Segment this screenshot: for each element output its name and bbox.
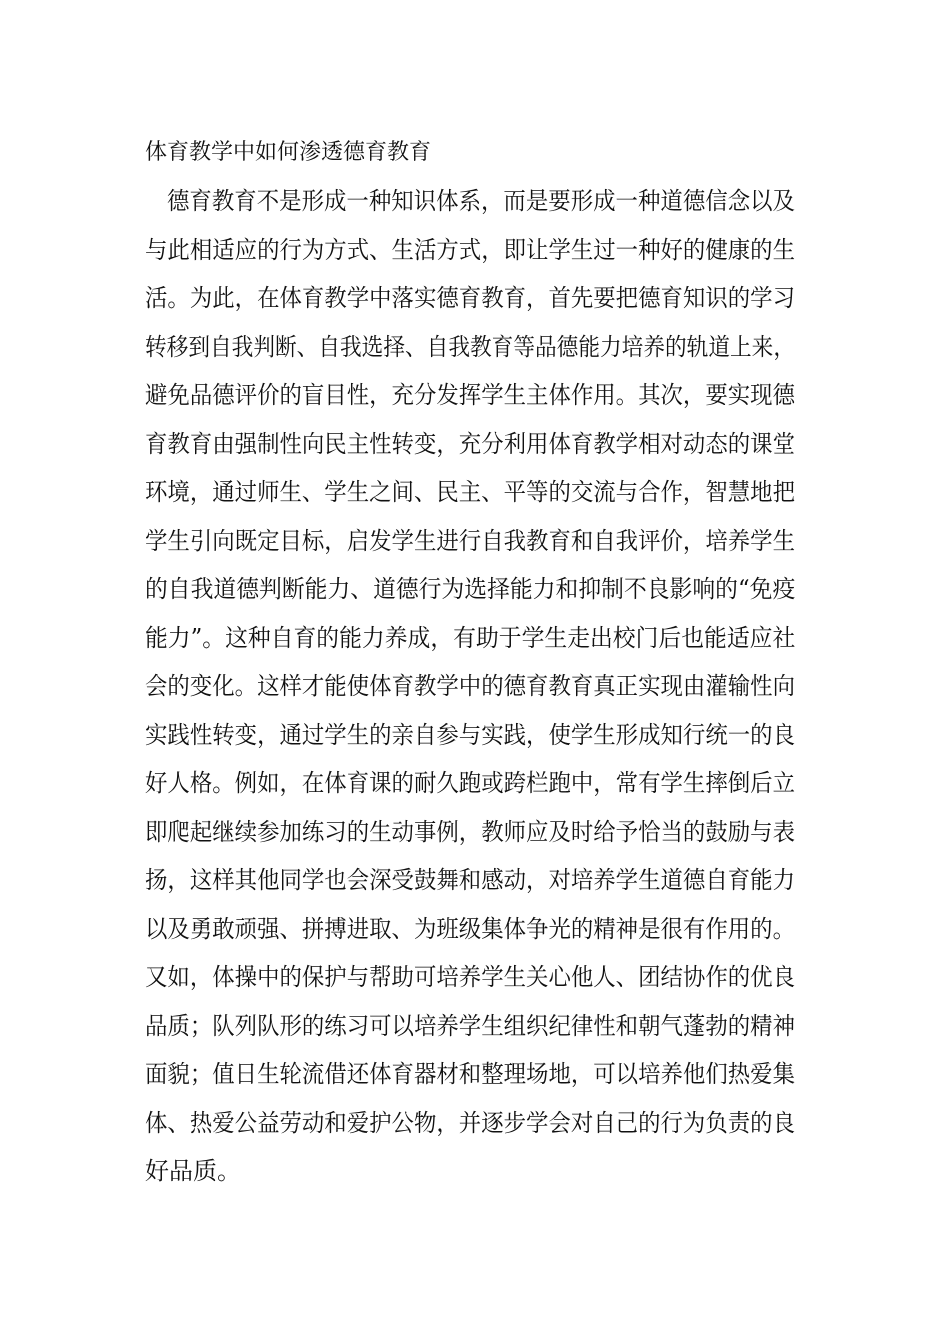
- body-line: 好品质。: [145, 1157, 241, 1185]
- body-line: 面貌；值日生轮流借还体育器材和整理场地，可以培养他们热爱集: [145, 1060, 795, 1088]
- body-line: 会的变化。这样才能使体育教学中的德育教育真正实现由灌输性向: [145, 672, 795, 700]
- body-line: 体、热爱公益劳动和爱护公物，并逐步学会对自己的行为负责的良: [145, 1109, 795, 1137]
- body-line: 学生引向既定目标，启发学生进行自我教育和自我评价，培养学生: [145, 527, 795, 555]
- body-line: 与此相适应的行为方式、生活方式，即让学生过一种好的健康的生: [145, 236, 795, 264]
- body-line: 能力”。这种自育的能力养成，有助于学生走出校门后也能适应社: [145, 624, 796, 652]
- body-line: 以及勇敢顽强、拼搏进取、为班级集体争光的精神是很有作用的。: [145, 915, 795, 943]
- body-line: 好人格。例如，在体育课的耐久跑或跨栏跑中，常有学生摔倒后立: [145, 769, 795, 797]
- body-line: 环境，通过师生、学生之间、民主、平等的交流与合作，智慧地把: [145, 478, 795, 506]
- body-line: 活。为此，在体育教学中落实德育教育，首先要把德育知识的学习: [145, 284, 795, 312]
- body-line: 又如，体操中的保护与帮助可培养学生关心他人、团结协作的优良: [145, 963, 795, 991]
- body-line: 实践性转变，通过学生的亲自参与实践，使学生形成知行统一的良: [145, 721, 795, 749]
- body-line: 育教育由强制性向民主性转变，充分利用体育教学相对动态的课堂: [145, 430, 795, 458]
- body-line: 德育教育不是形成一种知识体系，而是要形成一种道德信念以及: [167, 187, 795, 215]
- body-line: 即爬起继续参加练习的生动事例，教师应及时给予恰当的鼓励与表: [145, 818, 795, 846]
- body-line: 避免品德评价的盲目性，充分发挥学生主体作用。其次，要实现德: [145, 381, 795, 409]
- body-line: 的自我道德判断能力、道德行为选择能力和抑制不良影响的“免疫: [145, 575, 796, 603]
- body-line: 品质；队列队形的练习可以培养学生组织纪律性和朝气蓬勃的精神: [145, 1012, 795, 1040]
- document-title: 体育教学中如何渗透德育教育: [145, 140, 432, 165]
- body-line: 扬，这样其他同学也会深受鼓舞和感动，对培养学生道德自育能力: [145, 866, 795, 894]
- body-line: 转移到自我判断、自我选择、自我教育等品德能力培养的轨道上来，: [145, 333, 796, 361]
